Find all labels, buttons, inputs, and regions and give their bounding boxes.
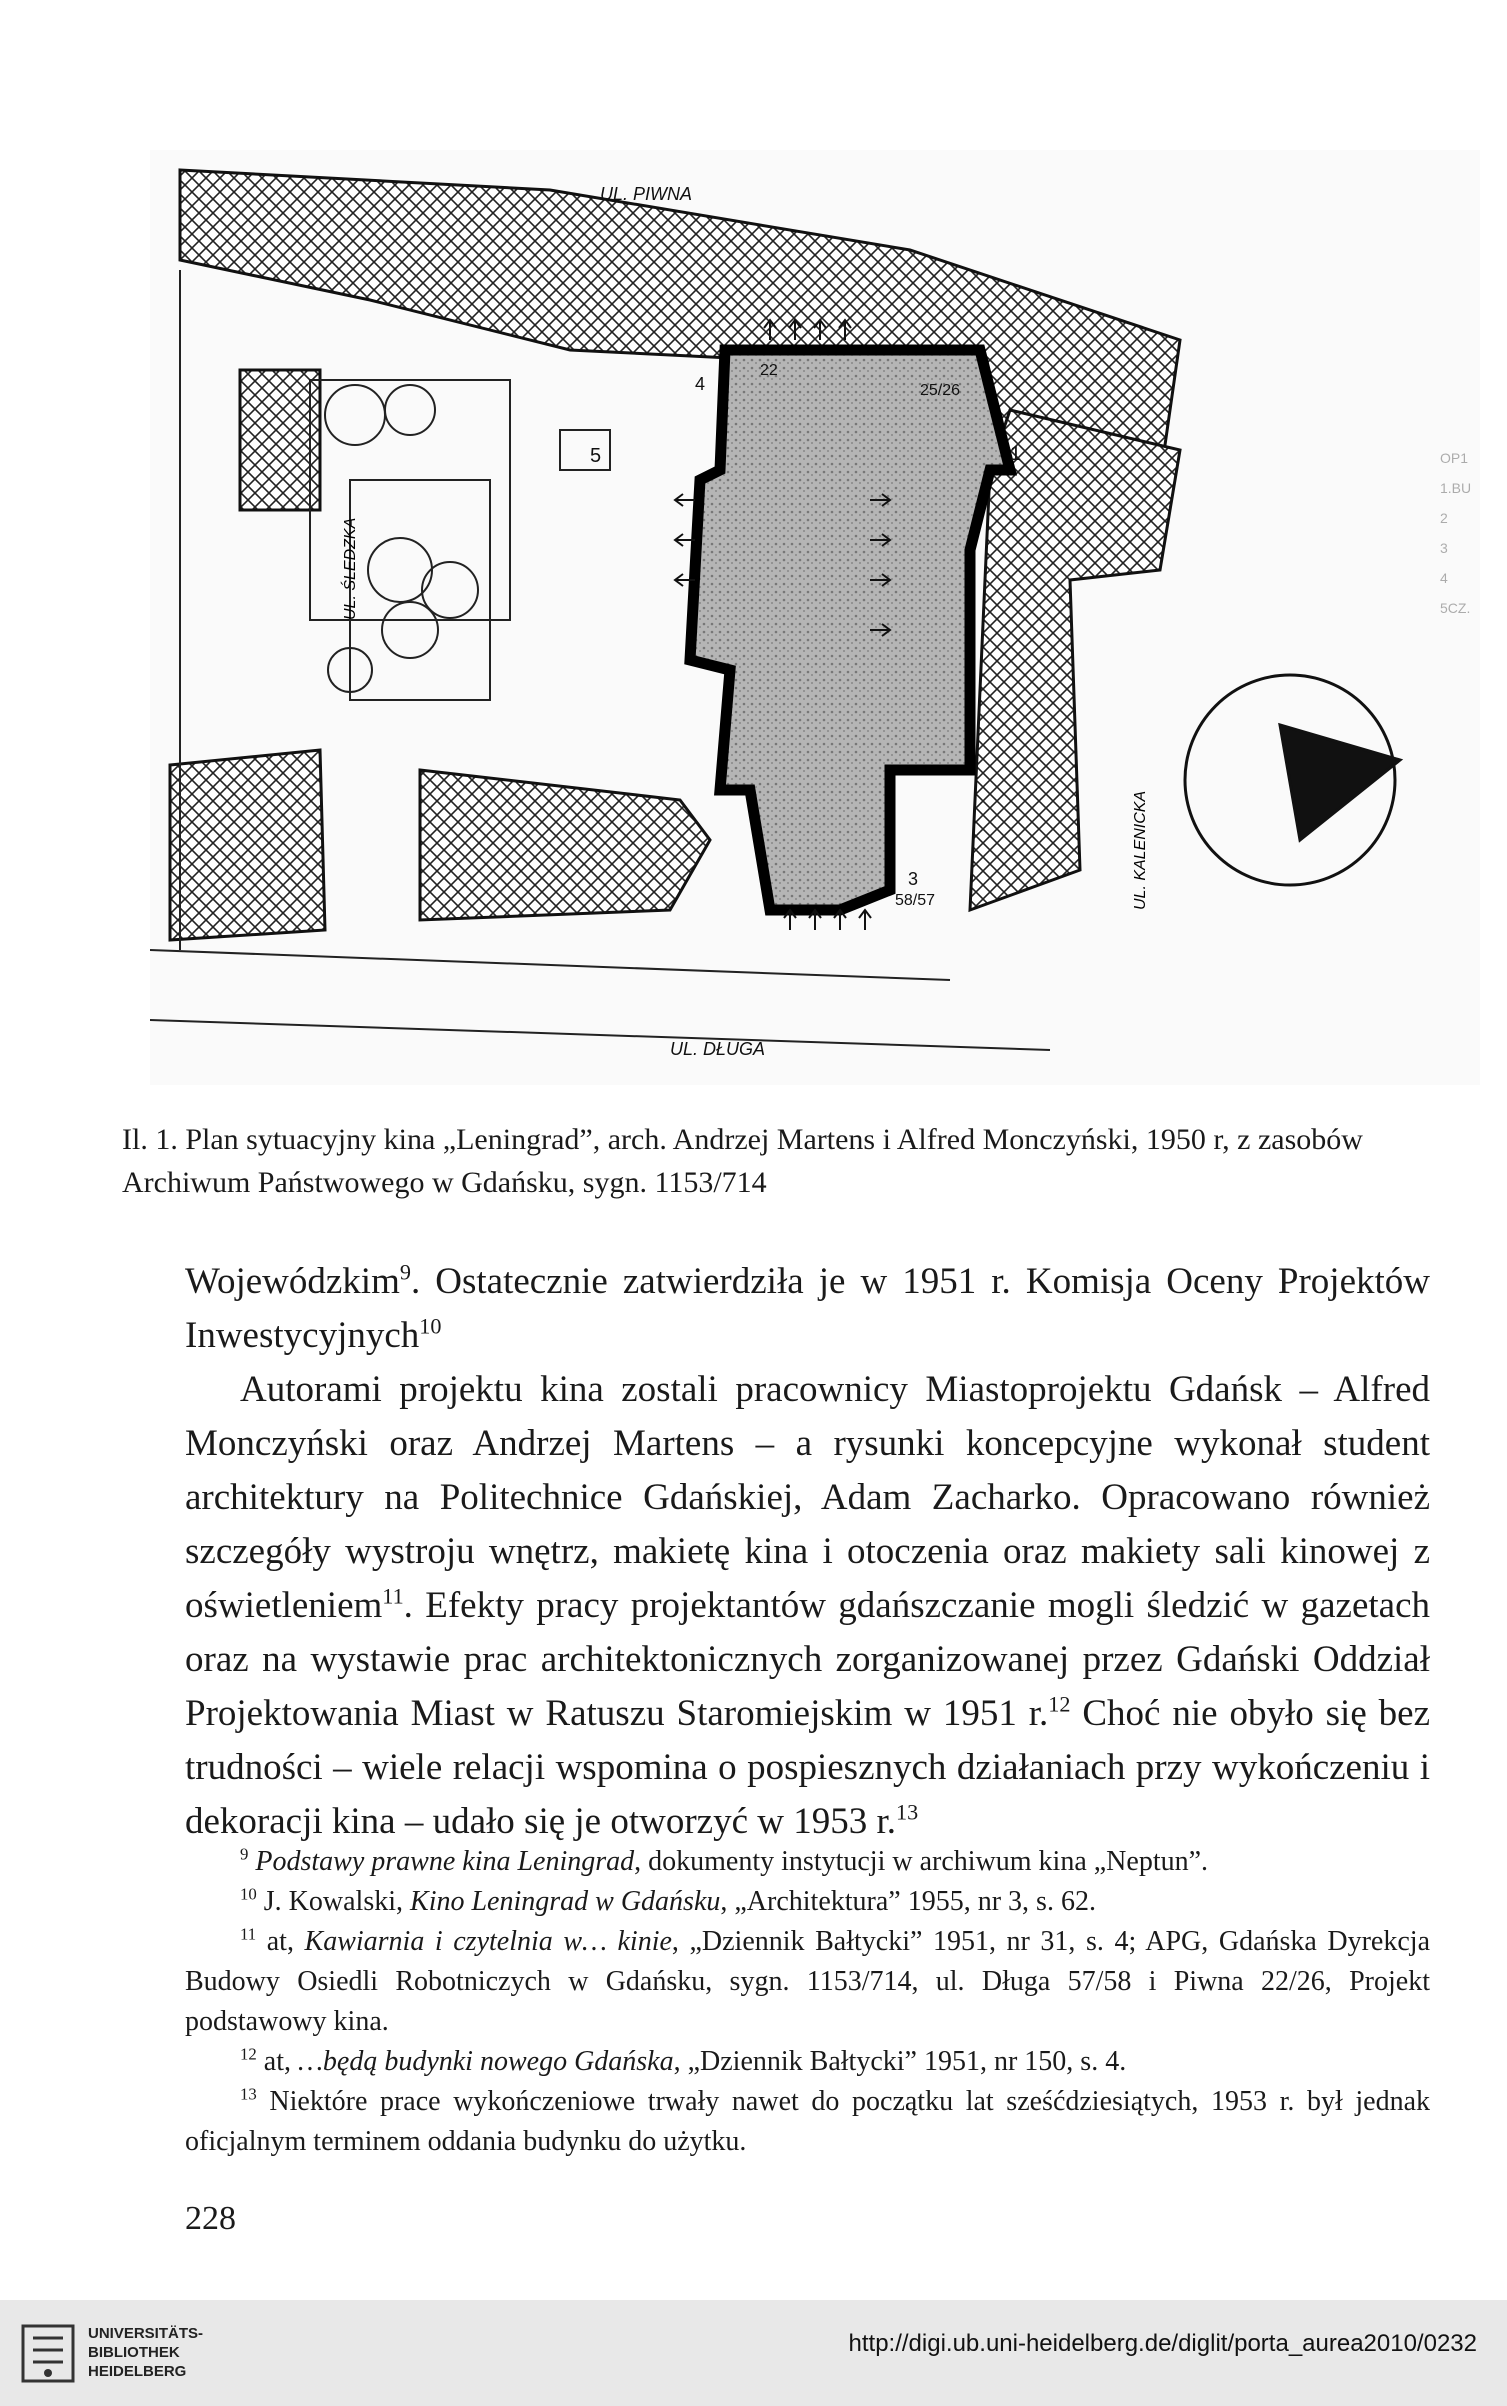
street-label-right: UL. KALENICKA	[1132, 790, 1149, 910]
footnote-text: at,	[266, 1926, 305, 1957]
footnote-title: Kawiarnia i czytelnia w… kinie	[304, 1926, 672, 1957]
footnote-number: 10	[240, 1884, 257, 1904]
plan-legend	[1440, 150, 1500, 1050]
site-plan-figure	[150, 150, 1480, 1085]
footnote-ref: 13	[896, 1799, 919, 1825]
text-run: Choć nie obyło się bez trudności – wiele relacji wspomina o pospiesznych działaniach przy wykończeniu i dekoracji kina – udało się je otworzyć w 1953 r.	[185, 1693, 1431, 1842]
digitization-footer	[0, 2300, 1507, 2406]
building-block-bottom-left	[170, 750, 325, 940]
footnote-text: , „Dziennik Bałtycki” 1951, nr 31, s. 4; APG, Gdańska Dyrekcja Budowy Osiedli Robotniczych w Gdańsku, sygn. 1153/714, ul. Długa 57/58 i Piwna 22/26, Projekt podstawowy kina.	[185, 1926, 1430, 2037]
footnote-12	[185, 2042, 1430, 2082]
paragraph-2	[185, 1363, 1430, 1849]
text-run: Wojewódzkim	[185, 1261, 400, 1302]
footnote-text: at,	[263, 2046, 298, 2077]
footnote-text: , „Dziennik Bałtycki” 1951, nr 150, s. 4.	[673, 2046, 1127, 2077]
footnote-number: 13	[240, 2084, 257, 2104]
legend-item: 1.BU	[1440, 480, 1472, 496]
library-name-line: UNIVERSITÄTS-	[88, 2325, 204, 2342]
legend-item: 5CZ.	[1440, 600, 1471, 616]
footnote-number: 11	[240, 1924, 257, 1944]
footnote-10	[185, 1882, 1430, 1922]
paragraph-1	[185, 1255, 1430, 1363]
footnote-ref: 12	[1048, 1691, 1071, 1717]
building-block-left	[240, 370, 320, 510]
legend-item: 4	[1440, 570, 1448, 586]
street-label-top: UL. PIWNA	[600, 184, 693, 204]
footnote-title: Kino Leningrad w Gdańsku	[410, 1886, 721, 1917]
lot-label-3: 3	[908, 869, 919, 889]
footnote-title: Podstawy prawne kina Leningrad	[255, 1846, 635, 1877]
source-url-link[interactable]: http://digi.ub.uni-heidelberg.de/diglit/porta_aurea2010/0232	[848, 2330, 1477, 2357]
page-number: 228	[185, 2200, 236, 2237]
footnote-title: …będą budynki nowego Gdańska	[298, 2046, 674, 2077]
footnote-number: 9	[240, 1844, 249, 1864]
text-run: Autorami projektu kina zostali pracownicy Miastoprojektu Gdańsk – Alfred Monczyński oraz Andrzej Martens – a rysunki koncepcyjne wykonał student architektury na Politechnice Gdańskiej, Adam Zacharko. Opracowano również szczegóły wystroju wnętrz, makietę kina i otoczenia oraz makiety sali kinowej z oświetleniem	[185, 1369, 1430, 1626]
lot-label-4: 4	[695, 374, 706, 394]
legend-item: 3	[1440, 540, 1448, 556]
footnotes	[185, 1842, 1430, 2162]
footnote-ref: 10	[419, 1313, 442, 1339]
lot-label-58-57: 58/57	[895, 892, 936, 909]
footnote-9	[185, 1842, 1430, 1882]
library-name-line: HEIDELBERG	[88, 2363, 187, 2380]
library-name-line: BIBLIOTHEK	[88, 2344, 180, 2361]
footnote-ref: 9	[399, 1259, 411, 1285]
footnote-text: , dokumenty instytucji w archiwum kina „Neptun”.	[634, 1846, 1209, 1877]
text-run: . Ostatecznie zatwierdziła je w 1951 r. Komisja Oceny Projektów Inwestycyjnych	[185, 1261, 1430, 1356]
site-plan-drawing	[150, 150, 1480, 1085]
lot-label-22: 22	[760, 362, 778, 379]
library-name	[88, 2324, 203, 2381]
street-label-bottom: UL. DŁUGA	[670, 1039, 766, 1059]
footnote-11	[185, 1922, 1430, 2042]
lot-label-5: 5	[590, 445, 602, 467]
footnote-number: 12	[240, 2044, 257, 2064]
footnote-text: J. Kowalski,	[263, 1886, 411, 1917]
street-label-left: UL. ŚLEDZKA	[342, 517, 359, 620]
footnote-text: Niektóre prace wykończeniowe trwały nawet do początku lat sześćdziesiątych, 1953 r. był jednak oficjalnym terminem oddania budynku do użytku.	[185, 2086, 1430, 2157]
footnote-13	[185, 2082, 1430, 2162]
legend-item: OP1	[1440, 450, 1469, 466]
footnote-ref: 11	[382, 1583, 404, 1609]
lot-label-25-26: 25/26	[920, 382, 961, 399]
university-library-logo	[18, 2318, 78, 2388]
figure-caption: Il. 1. Plan sytuacyjny kina „Leningrad”, arch. Andrzej Martens i Alfred Monczyński, 1950 r, z zasobów Archiwum Państwowego w Gdańsku, sygn. 1153/714	[122, 1123, 1363, 1199]
lot-label-1: 1	[1010, 443, 1022, 465]
footnote-text: , „Architektura” 1955, nr 3, s. 62.	[720, 1886, 1096, 1917]
legend-item: 2	[1440, 510, 1448, 526]
main-text	[185, 1255, 1430, 1849]
text-run: . Efekty pracy projektantów gdańszczanie mogli śledzić w gazetach oraz na wystawie prac architektonicznych zorganizowanej przez Gdański Oddział Projektowania Miast w Ratuszu Staromiejskim w 1951 r.	[185, 1585, 1430, 1734]
